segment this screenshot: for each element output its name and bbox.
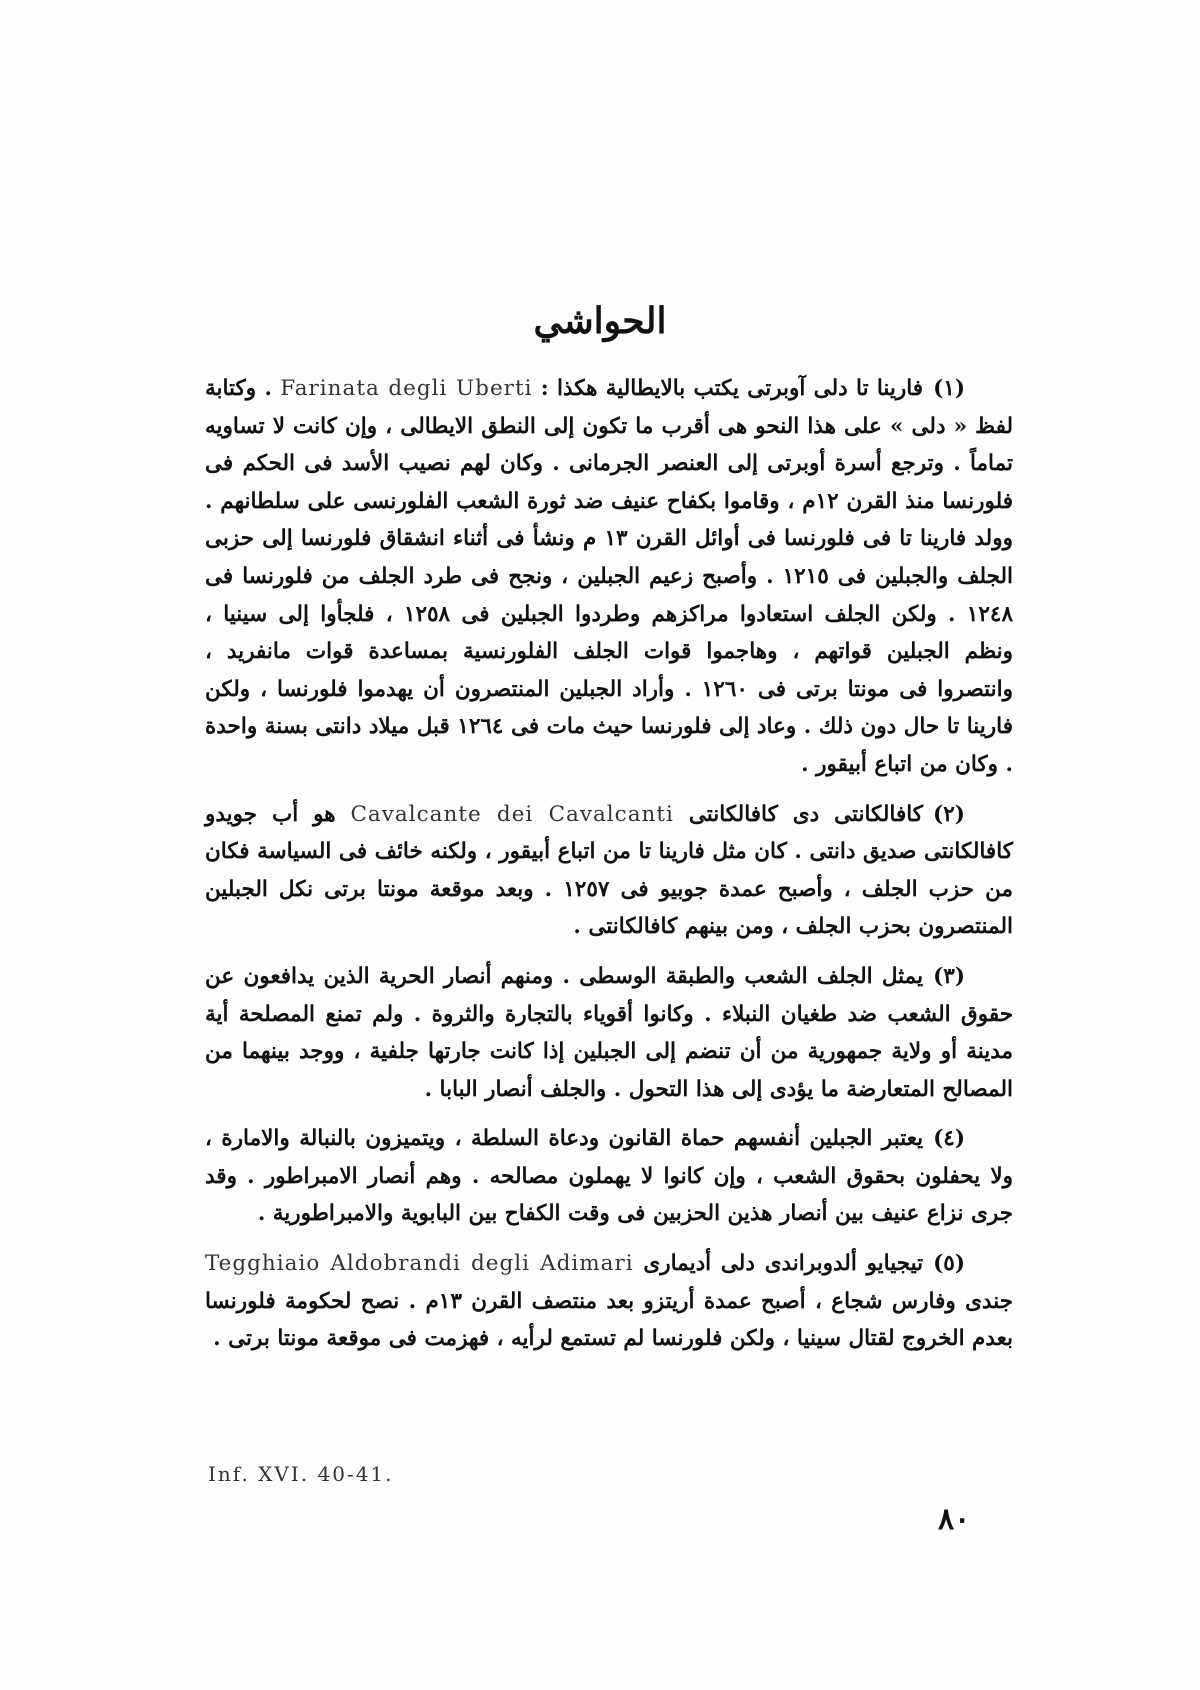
footnote-text: كافالكانتى دى كافالكانتى bbox=[673, 801, 924, 827]
footnote-number: (٤) bbox=[933, 1126, 965, 1152]
footnotes bbox=[205, 370, 1013, 1370]
footnote-4 bbox=[205, 1120, 1013, 1233]
footnote-number: (٢) bbox=[933, 801, 965, 827]
latin-name: Farinata degli Uberti bbox=[280, 376, 533, 401]
footnote-text: هو أب جويدو كافالكانتى صديق دانتى . كان مثل فارينا تا من اتباع أبيقور ، ولكنه خائف فى السياسة فكان من حزب الجلف ، وأصبح عمدة جوبيو فى ١٢٥٧ . وبعد موقعة مونتا برتى نكل الجبلين المنتصرون بحزب الجلف ، ومن بينهم كافالكانتى . bbox=[205, 801, 1013, 940]
footnote-number: (٥) bbox=[933, 1251, 965, 1277]
verse-reference: Inf. XVI. 40-41. bbox=[208, 1462, 394, 1486]
footnote-text: تيجيايو ألدوبراندى دلى أديمارى bbox=[633, 1251, 924, 1277]
footnote-number: (١) bbox=[933, 376, 966, 401]
footnote-3 bbox=[205, 958, 1013, 1108]
footnote-text: . وكتابة لفظ « دلى » على هذا النحو هى أقرب ما تكون إلى النطق الايطالى ، وإن كانت لا تساويه تماماً . وترجع أسرة أوبرتى إلى العنصر الجرمانى . وكان لهم نصيب الأسد فى الحكم فى فلورنسا منذ القرن ١٢م ، وقاموا بكفاح عنيف ضد ثورة الشعب الفلورنسى على سلطانهم . وولد فارينا تا فى فلورنسا فى أوائل القرن ١٣ م ونشأ فى أثناء انشقاق فلورنسا إلى حزبى الجلف والجبلين فى ١٢١٥ . وأصبح زعيم الجبلين ، ونجح فى طرد الجلف من فلورنسا فى ١٢٤٨ . ولكن الجلف استعادوا مراكزهم وطردوا الجبلين فى ١٢٥٨ ، فلجأوا إلى سينيا ، ونظم الجبلين قواتهم ، وهاجموا قوات الجلف الفلورنسية بمساعدة قوات مانفريد ، وانتصروا فى مونتا برتى فى ١٢٦٠ . وأراد الجبلين المنتصرون أن يهدموا فلورنسا ، ولكن فارينا تا حال دون ذلك . وعاد إلى فلورنسا حيث مات فى ١٢٦٤ قبل ميلاد دانتى بسنة واحدة . وكان من اتباع أبيقور . bbox=[205, 376, 1013, 777]
latin-name: Tegghiaio Aldobrandi degli Adimari bbox=[205, 1251, 634, 1277]
footnote-text: يمثل الجلف الشعب والطبقة الوسطى . ومنهم أنصار الحرية الذين يدافعون عن حقوق الشعب ضد طغيان النبلاء . وكانوا أقوياء بالتجارة والثروة . ولم تمنع المصلحة أية مدينة أو ولاية جمهورية من أن تنضم إلى الجبلين إذا كانت جارتها جلفية ، ووجد بينهما من المصالح المتعارضة ما يؤدى إلى هذا التحول . والجلف أنصار البابا . bbox=[205, 963, 1013, 1102]
page-number: ٨٠ bbox=[938, 1502, 971, 1537]
footnote-text: يعتبر الجبلين أنفسهم حماة القانون ودعاة السلطة ، ويتميزون بالنبالة والامارة ، ولا يحفلون بحقوق الشعب ، وإن كانوا لا يهملون مصالحه . وهم أنصار الامبراطور . وقد جرى نزاع عنيف بين أنصار هذين الحزبين فى وقت الكفاح بين البابوية والامبراطورية . bbox=[205, 1126, 1013, 1227]
footnote-1 bbox=[205, 370, 1013, 784]
footnote-2 bbox=[205, 796, 1013, 946]
latin-name: Cavalcante dei Cavalcanti bbox=[350, 801, 674, 827]
footnote-5 bbox=[205, 1245, 1013, 1358]
page-heading: الحواشي bbox=[533, 300, 667, 342]
footnote-number: (٣) bbox=[933, 963, 965, 989]
footnote-text: فارينا تا دلى آوبرتى يكتب بالايطالية هكذا : bbox=[532, 376, 924, 401]
footnote-text: جندى وفارس شجاع ، أصبح عمدة أريتزو بعد منتصف القرن ١٣م . نصح لحكومة فلورنسا بعدم الخروج لقتال سينيا ، ولكن فلورنسا لم تستمع لرأيه ، فهزمت فى موقعة مونتا برتى . bbox=[205, 1288, 1014, 1352]
